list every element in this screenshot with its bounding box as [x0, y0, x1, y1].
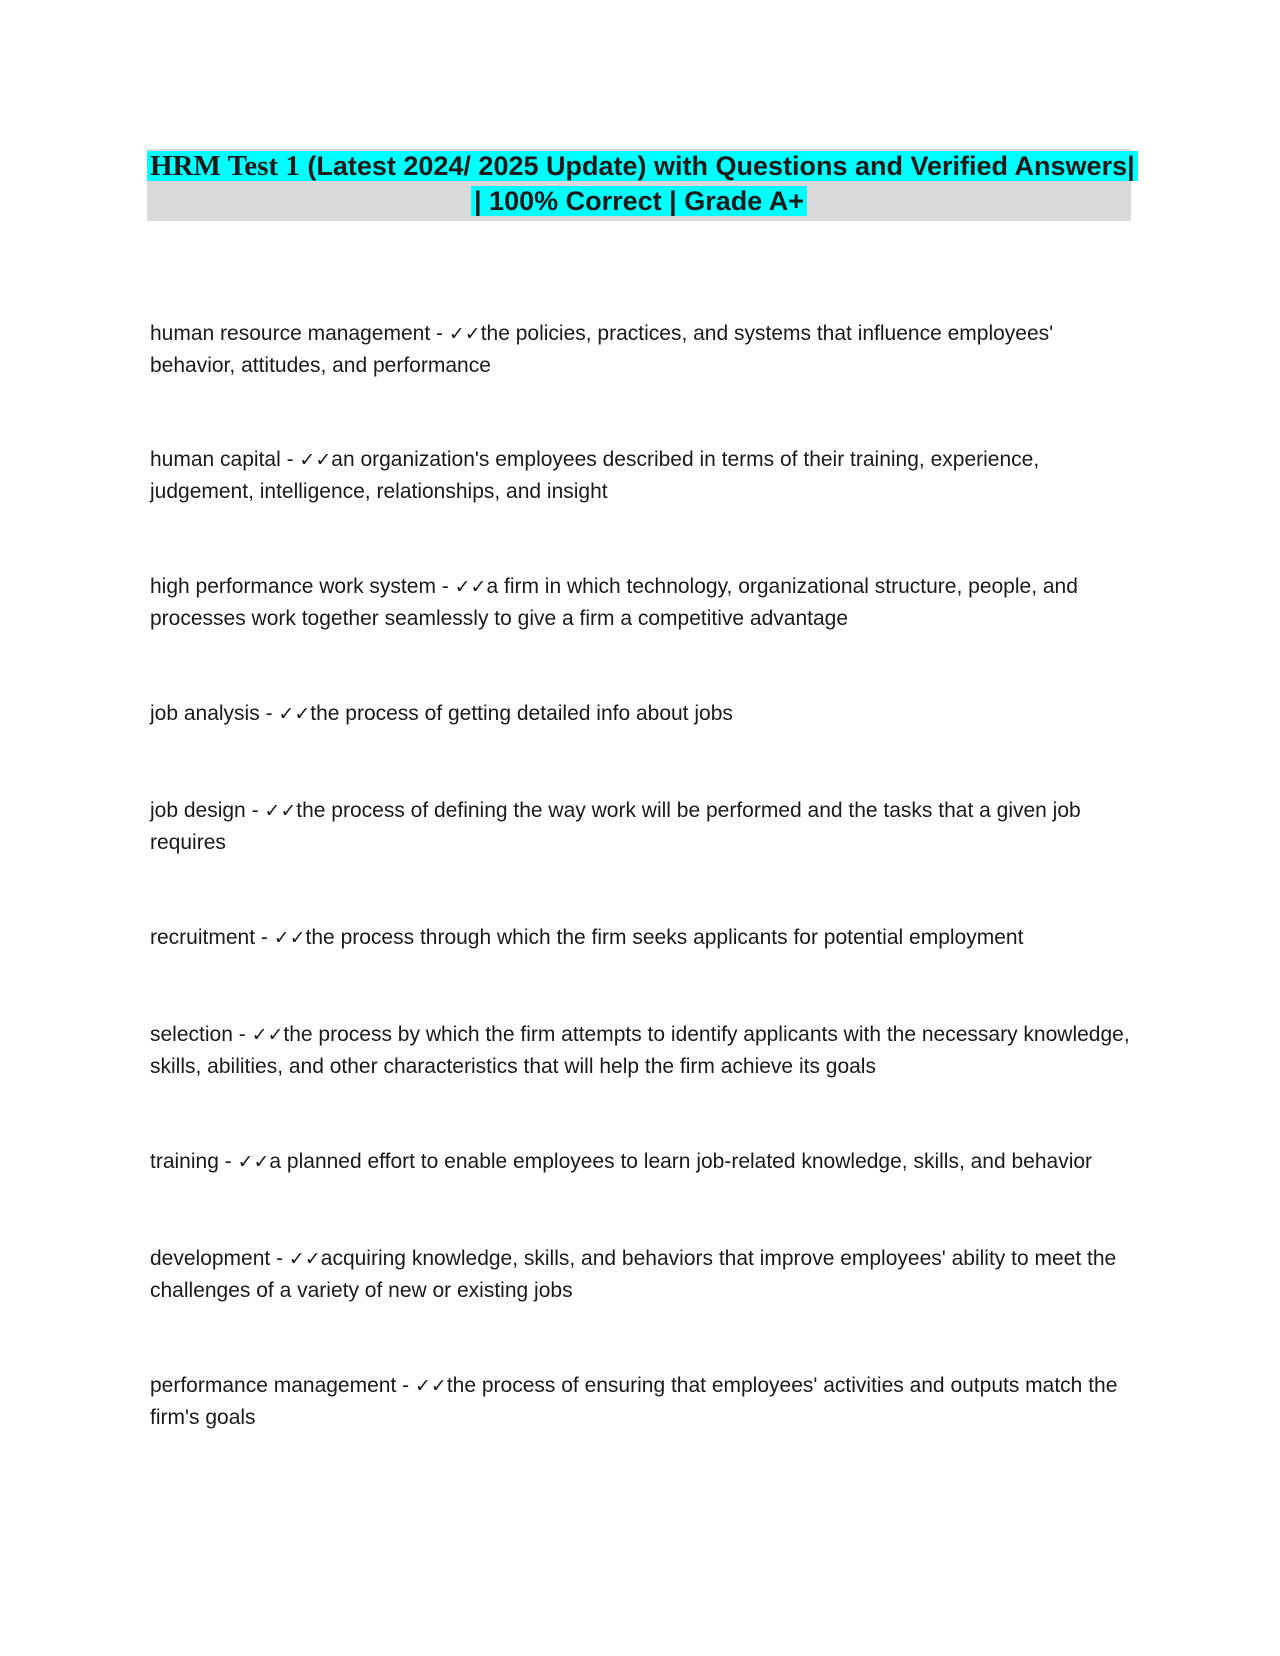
entry-term: job analysis: [150, 702, 260, 725]
entry-term: job design: [150, 799, 246, 822]
entry-separator: -: [270, 1247, 289, 1270]
entry-separator: -: [435, 575, 455, 598]
double-check-icon: ✓✓: [278, 703, 311, 725]
double-check-icon: ✓✓: [273, 927, 306, 949]
entry-separator: -: [430, 322, 449, 345]
glossary-entry: [150, 444, 1130, 507]
entry-term: human capital: [150, 448, 281, 471]
entry-separator: -: [280, 448, 300, 471]
entry-term: performance management: [150, 1374, 397, 1397]
glossary-entry: [150, 1019, 1130, 1082]
entry-term: recruitment: [150, 926, 256, 949]
glossary-entry: [150, 795, 1130, 858]
glossary-entry: [150, 1146, 1130, 1178]
double-check-icon: ✓✓: [288, 1248, 321, 1270]
entry-definition: a firm in which technology, organizational structure, people, and processes work together seamlessly to give a firm a competitive advantage: [150, 575, 1078, 630]
entry-definition: the policies, practices, and systems that influence employees' behavior, attitudes, and performance: [150, 322, 1054, 377]
glossary-entry: [150, 318, 1130, 381]
double-check-icon: ✓✓: [237, 1151, 270, 1173]
double-check-icon: ✓✓: [414, 1375, 447, 1397]
title-line-2: [147, 184, 1131, 219]
glossary-entry: [150, 922, 1130, 954]
entry-separator: -: [396, 1374, 415, 1397]
entry-definition: acquiring knowledge, skills, and behaviors that improve employees' ability to meet the challenges of a variety of new or existing jobs: [150, 1247, 1117, 1302]
glossary-entry: [150, 698, 1130, 730]
entry-separator: -: [255, 926, 274, 949]
glossary-entry: [150, 1243, 1130, 1306]
entry-separator: -: [218, 1150, 238, 1173]
entry-term: training: [150, 1150, 219, 1173]
double-check-icon: ✓✓: [264, 800, 297, 822]
entry-definition: the process by which the firm attempts to identify applicants with the necessary knowledge, skills, abilities, and other characteristics that will help the firm achieve its goals: [150, 1023, 1130, 1078]
entry-term: selection: [150, 1023, 233, 1046]
title-test-name: HRM Test 1: [150, 150, 300, 182]
entry-definition: the process of getting detailed info about jobs: [310, 702, 733, 725]
entry-separator: -: [232, 1023, 252, 1046]
entry-definition: an organization's employees described in terms of their training, experience, judgement, intelligence, relationships, and insight: [150, 448, 1040, 503]
title-highlight-1: [147, 151, 1138, 181]
entry-definition: the process of defining the way work will be performed and the tasks that a given job requires: [150, 799, 1081, 854]
entry-term: development: [150, 1247, 271, 1270]
double-check-icon: ✓✓: [299, 449, 332, 471]
entry-definition: the process of ensuring that employees' activities and outputs match the firm's goals: [150, 1374, 1118, 1429]
document-title: [147, 149, 1135, 221]
double-check-icon: ✓✓: [448, 323, 481, 345]
glossary-entry: [150, 571, 1130, 634]
entry-term: human resource management: [150, 322, 431, 345]
glossary-entry: [150, 1370, 1130, 1433]
title-highlight-2: | 100% Correct | Grade A+: [471, 186, 807, 216]
entry-definition: the process through which the firm seeks applicants for potential employment: [305, 926, 1024, 949]
entry-separator: -: [259, 702, 279, 725]
entry-term: high performance work system: [150, 575, 436, 598]
entry-definition: a planned effort to enable employees to learn job-related knowledge, skills, and behavior: [269, 1150, 1093, 1173]
double-check-icon: ✓✓: [454, 576, 487, 598]
entry-separator: -: [245, 799, 265, 822]
title-line-1: [147, 149, 1135, 184]
double-check-icon: ✓✓: [251, 1024, 284, 1046]
title-line-1-rest: (Latest 2024/ 2025 Update) with Questions and Verified Answers|: [299, 151, 1135, 181]
